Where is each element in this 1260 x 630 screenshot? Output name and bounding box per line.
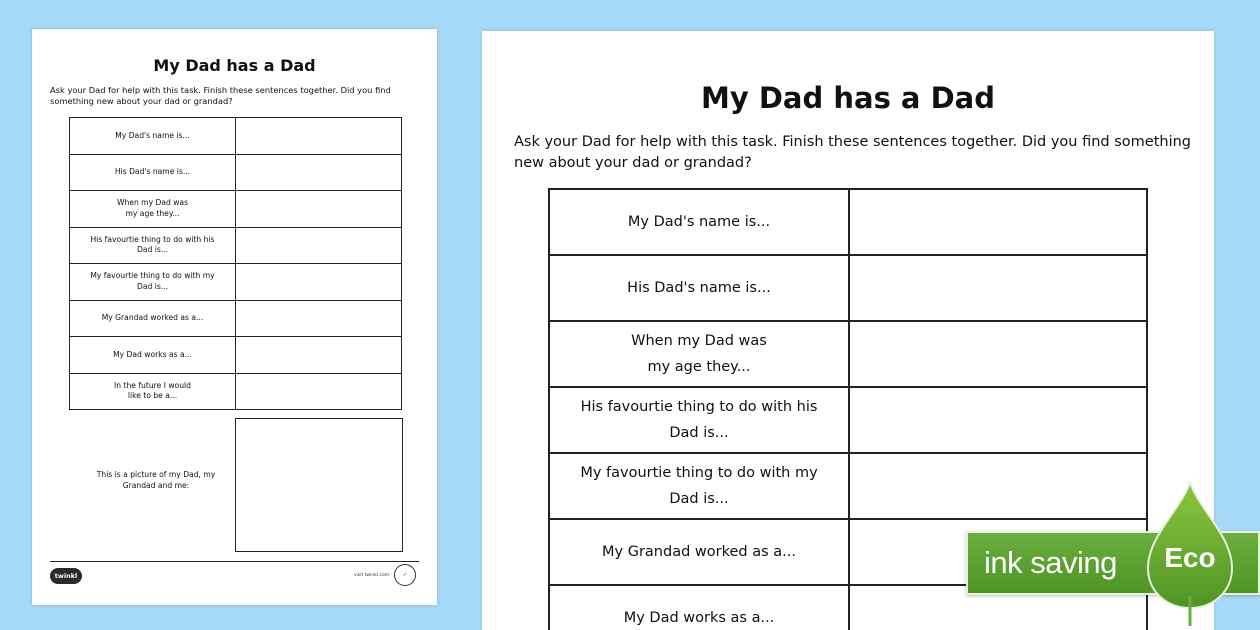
row-label-line: His favourtie thing to do with his xyxy=(90,234,215,244)
row-label xyxy=(549,255,849,321)
row-label xyxy=(549,387,849,453)
table-row xyxy=(70,154,402,191)
answer-cell xyxy=(236,227,402,264)
picture-label-line: This is a picture of my Dad, my xyxy=(96,470,216,479)
row-label-line: His Dad's name is... xyxy=(627,280,771,296)
table-row xyxy=(70,337,402,374)
worksheet-title: My Dad has a Dad xyxy=(701,81,995,115)
picture-label-line: Grandad and me: xyxy=(122,481,190,490)
row-label xyxy=(70,300,236,337)
row-label-line: Dad is... xyxy=(136,245,169,255)
table-row xyxy=(70,118,402,155)
table-row xyxy=(70,191,402,228)
table-row xyxy=(549,189,1147,255)
answer-cell xyxy=(849,453,1147,519)
picture-label xyxy=(76,469,236,491)
row-label xyxy=(70,154,236,191)
row-label-line: My Dad works as a... xyxy=(113,349,192,359)
answer-cell xyxy=(849,321,1147,387)
quality-badge-icon: ✓ xyxy=(394,564,416,586)
row-label xyxy=(70,191,236,228)
footer-url: visit twinkl.com xyxy=(354,573,390,578)
table-row xyxy=(549,321,1147,387)
worksheet-intro: Ask your Dad for help with this task. Finish these sentences together. Did you find something new about your dad or grandad? xyxy=(514,134,1192,171)
row-label-line: My Grandad worked as a... xyxy=(602,544,796,560)
row-label-line: His Dad's name is... xyxy=(114,167,191,176)
footer-divider xyxy=(50,561,419,562)
row-label-line: Dad is... xyxy=(669,425,729,441)
row-label xyxy=(549,189,849,255)
row-label xyxy=(70,264,236,301)
answer-cell xyxy=(849,387,1147,453)
row-label-line: His favourtie thing to do with his xyxy=(580,399,818,415)
answer-cell xyxy=(236,373,402,410)
row-label-line: My favourtie thing to do with my xyxy=(580,465,818,481)
row-label-line: my age they... xyxy=(125,208,180,218)
worksheet-preview-small xyxy=(32,29,437,605)
eco-leaf-icon xyxy=(1140,478,1240,628)
answer-cell xyxy=(236,337,402,374)
eco-label: Eco xyxy=(1164,542,1216,573)
row-label xyxy=(549,321,849,387)
answer-cell xyxy=(236,264,402,301)
table-row xyxy=(70,373,402,410)
row-label xyxy=(70,373,236,410)
row-label-line: like to be a... xyxy=(127,391,178,401)
row-label-line: My favourtie thing to do with my xyxy=(90,271,215,281)
table-row xyxy=(549,453,1147,519)
row-label-line: In the future I would xyxy=(114,380,191,390)
twinkl-logo: twinkl xyxy=(50,568,82,584)
row-label xyxy=(70,118,236,155)
table-row xyxy=(70,227,402,264)
row-label-line: My Dad's name is... xyxy=(627,214,771,230)
row-label xyxy=(70,227,236,264)
answer-cell xyxy=(849,189,1147,255)
table-row xyxy=(549,387,1147,453)
answer-cell xyxy=(849,255,1147,321)
table-row xyxy=(70,264,402,301)
answer-cell xyxy=(236,154,402,191)
row-label-line: Dad is... xyxy=(669,491,729,507)
worksheet-title: My Dad has a Dad xyxy=(153,56,316,75)
answer-cell xyxy=(236,300,402,337)
picture-box xyxy=(235,418,403,552)
row-label-line: My Dad's name is... xyxy=(115,130,190,140)
row-label xyxy=(549,519,849,585)
ink-saving-label: ink saving xyxy=(984,545,1117,580)
row-label xyxy=(70,337,236,374)
row-label-line: When my Dad was xyxy=(631,333,767,349)
sentence-table xyxy=(69,117,402,410)
row-label-line: my age they... xyxy=(647,359,751,375)
row-label-line: My Grandad worked as a... xyxy=(101,313,204,322)
row-label-line: When my Dad was xyxy=(116,198,189,208)
answer-cell xyxy=(236,118,402,155)
row-label xyxy=(549,585,849,630)
table-row xyxy=(549,255,1147,321)
row-label xyxy=(549,453,849,519)
row-label-line: Dad is... xyxy=(136,281,169,291)
answer-cell xyxy=(236,191,402,228)
worksheet-intro: Ask your Dad for help with this task. Finish these sentences together. Did you find something new about your dad or grandad? xyxy=(50,85,391,106)
table-row xyxy=(70,300,402,337)
row-label-line: My Dad works as a... xyxy=(623,610,775,626)
